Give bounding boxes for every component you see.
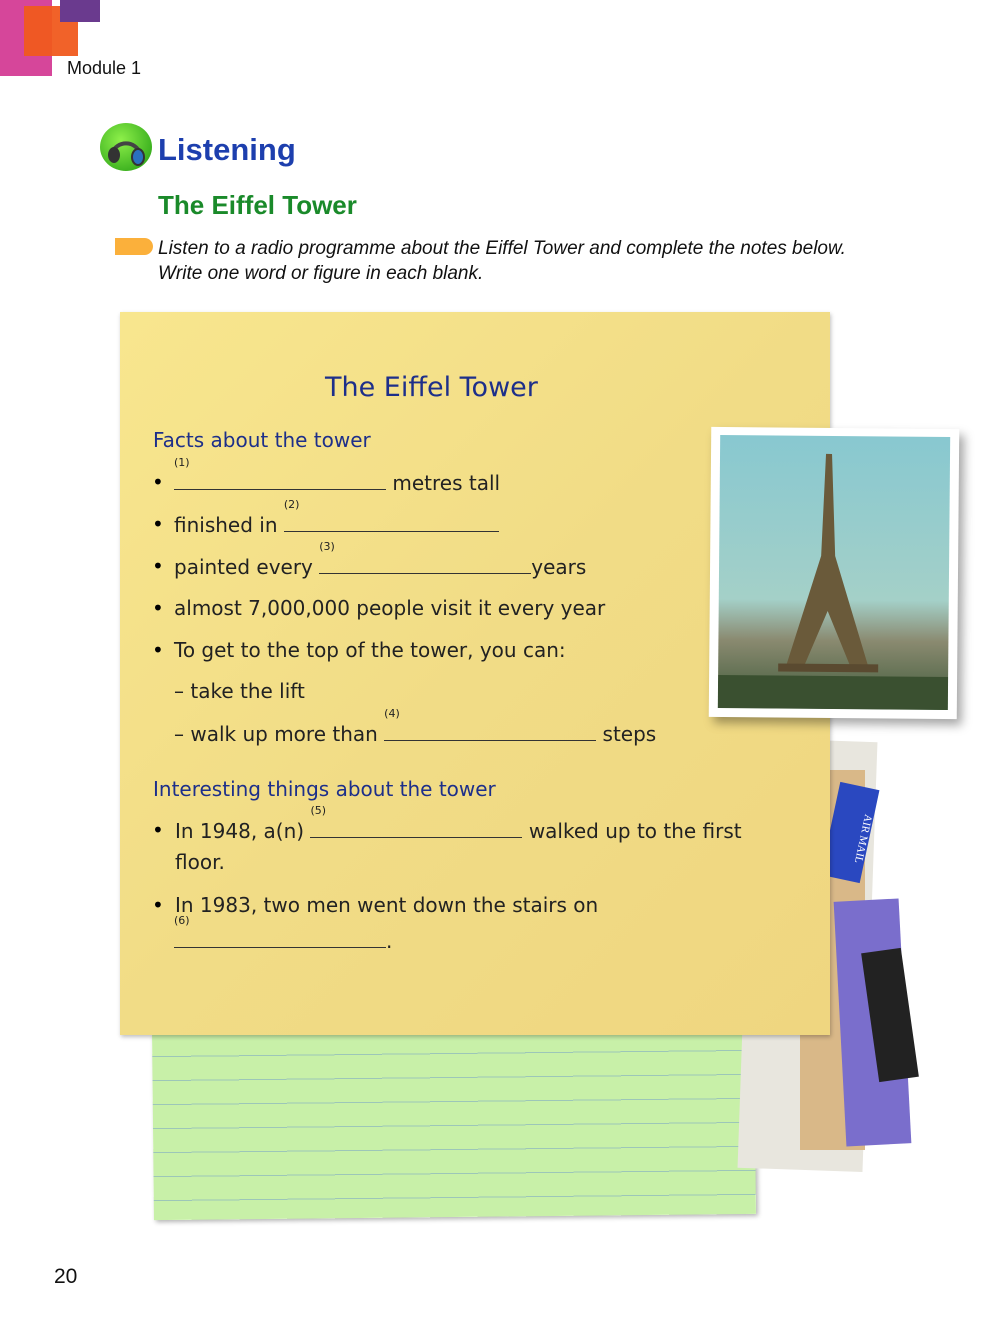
instructions bbox=[158, 236, 846, 286]
fact-text: . bbox=[386, 929, 393, 953]
lesson-title: The Eiffel Tower bbox=[158, 190, 357, 220]
fact-text: finished in bbox=[174, 513, 278, 537]
interesting-heading: Interesting things about the tower bbox=[153, 777, 496, 801]
interesting-2-blank bbox=[174, 914, 393, 953]
sub-item-1: – take the lift bbox=[174, 679, 305, 703]
blank-number: (1) bbox=[174, 456, 190, 469]
fact-text: – walk up more than bbox=[174, 722, 378, 746]
headphones-icon bbox=[100, 123, 152, 171]
fact-text: painted every bbox=[174, 555, 313, 579]
blank-number: (5) bbox=[310, 804, 327, 817]
bullet: • bbox=[152, 554, 164, 578]
interesting-2: In 1983, two men went down the stairs on bbox=[175, 893, 599, 917]
blank-number: (2) bbox=[283, 498, 300, 511]
fact-text: metres tall bbox=[392, 471, 501, 495]
instruction-line: Listen to a radio programme about the Eiffel Tower and complete the notes below. bbox=[158, 238, 846, 259]
bullet: • bbox=[152, 818, 164, 842]
bullet: • bbox=[152, 596, 164, 620]
page-number: 20 bbox=[54, 1265, 78, 1288]
fact-text: years bbox=[531, 555, 587, 579]
blank-3[interactable] bbox=[319, 540, 531, 574]
fact-2 bbox=[174, 498, 499, 537]
fact-1 bbox=[174, 456, 501, 495]
blank-2[interactable] bbox=[283, 498, 499, 532]
module-deco bbox=[60, 0, 100, 22]
module-label: Module 1 bbox=[67, 58, 142, 78]
blank-number: (3) bbox=[319, 540, 335, 553]
fact-5: To get to the top of the tower, you can: bbox=[174, 638, 566, 662]
notes-title: The Eiffel Tower bbox=[325, 372, 538, 403]
fact-text: walked up to the first bbox=[528, 819, 742, 843]
instruction-line: Write one word or figure in each blank. bbox=[158, 263, 484, 284]
fact-text: In 1948, a(n) bbox=[175, 819, 305, 843]
blank-number: (4) bbox=[384, 707, 400, 720]
eiffel-tower-photo bbox=[709, 427, 960, 719]
section-title: Listening bbox=[158, 132, 296, 167]
blank-6[interactable] bbox=[174, 914, 386, 948]
fact-3 bbox=[174, 540, 587, 579]
blank-4[interactable] bbox=[384, 707, 596, 741]
facts-heading: Facts about the tower bbox=[153, 428, 371, 452]
airmail-stamp: AIR MAIL bbox=[821, 782, 880, 883]
bullet: • bbox=[152, 470, 164, 494]
blank-1[interactable] bbox=[174, 456, 386, 490]
sub-item-2 bbox=[174, 707, 657, 746]
interesting-1 bbox=[175, 804, 742, 843]
blank-5[interactable] bbox=[310, 804, 522, 838]
lined-card bbox=[152, 1027, 756, 1220]
interesting-1-cont: floor. bbox=[175, 850, 225, 874]
instruction-marker bbox=[115, 238, 153, 255]
bullet: • bbox=[152, 638, 164, 662]
bullet: • bbox=[152, 893, 164, 917]
fact-4: almost 7,000,000 people visit it every year bbox=[174, 596, 606, 620]
fact-text: steps bbox=[602, 722, 657, 746]
bullet: • bbox=[152, 512, 164, 536]
blank-number: (6) bbox=[174, 914, 190, 927]
